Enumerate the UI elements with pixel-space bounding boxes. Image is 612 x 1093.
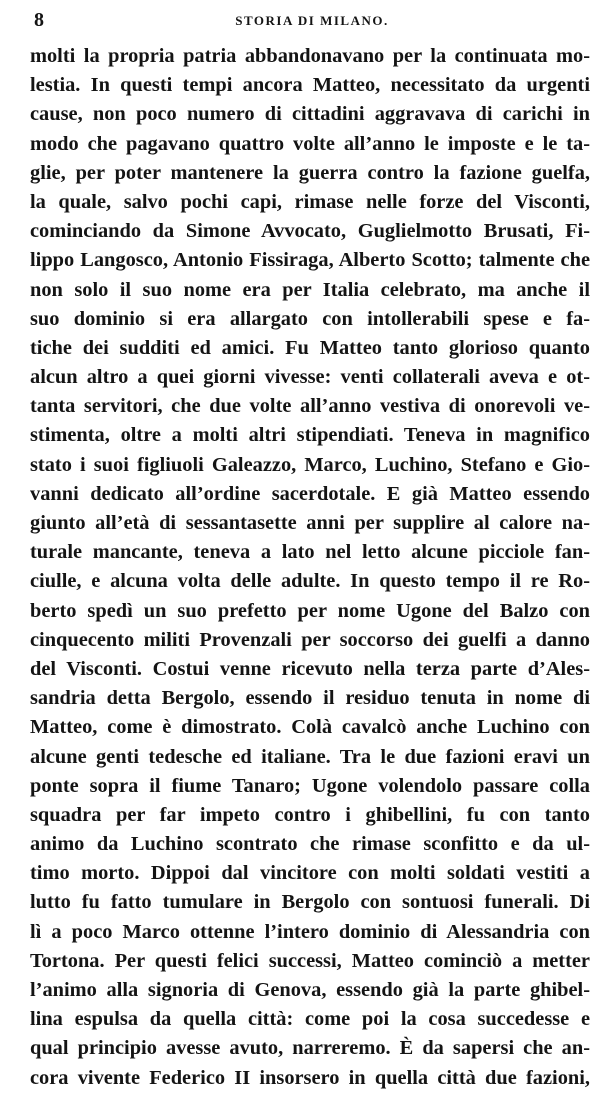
text-line: del Visconti. Costui venne ricevuto nella terza parte d’Ales- — [30, 657, 590, 680]
text-line: tiche dei sudditi ed amici. Fu Matteo tanto glorioso quanto — [30, 336, 590, 359]
text-line: Matteo, come è dimostrato. Colà cavalcò anche Luchino con — [30, 716, 590, 739]
text-line: vanni dedicato all’ordine sacerdotale. E già Matteo essendo — [30, 482, 590, 505]
text-line: la quale, salvo pochi capi, rimase nelle forze del Visconti, — [30, 190, 590, 213]
text-line: cinquecento militi Provenzali per soccorso dei guelfi a danno — [30, 628, 590, 651]
text-line: glie, per poter mantenere la guerra contro la fazione guelfa, — [30, 161, 590, 184]
text-line: lina espulsa da quella città: come poi la cosa succedesse e — [30, 1008, 590, 1031]
text-line: squadra per far impeto contro i ghibellini, fu con tanto — [30, 803, 590, 826]
text-line: cominciando da Simone Avvocato, Guglielmotto Brusati, Fi- — [30, 220, 590, 243]
text-line: animo da Luchino scontrato che rimase sconfitto e da ul- — [30, 833, 590, 856]
text-line: cora vivente Federico II insorsero in quella città due fazioni, — [30, 1066, 590, 1089]
text-line: berto spedì un suo prefetto per nome Ugone del Balzo con — [30, 599, 590, 622]
text-line: suo dominio si era allargato con intollerabili spese e fa- — [30, 307, 590, 330]
page-header — [34, 6, 590, 36]
text-line: Tortona. Per questi felici successi, Matteo cominciò a metter — [30, 949, 590, 972]
page-number: 8 — [34, 9, 44, 31]
text-line: lì a poco Marco ottenne l’intero dominio di Alessandria con — [30, 920, 590, 943]
text-line: turale mancante, teneva a lato nel letto alcune picciole fan- — [30, 541, 590, 564]
text-line: modo che pagavano quattro volte all’anno le imposte e le ta- — [30, 132, 590, 155]
text-line: alcun altro a quei giorni vivesse: venti collaterali aveva e ot- — [30, 366, 590, 389]
text-line: qual principio avesse avuto, narreremo. È da sapersi che an- — [30, 1037, 590, 1060]
text-line: giunto all’età di sessantasette anni per supplire al calore na- — [30, 512, 590, 534]
running-title: STORIA DI MILANO. — [235, 13, 389, 28]
text-line: alcune genti tedesche ed italiane. Tra le due fazioni eravi un — [30, 745, 590, 768]
text-line: lippo Langosco, Antonio Fissiraga, Alberto Scotto; talmente che — [30, 249, 590, 272]
body-text — [30, 42, 590, 1093]
text-line: non solo il suo nome era per Italia celebrato, ma anche il — [30, 278, 590, 301]
text-line: l’animo alla signoria di Genova, essendo già la parte ghibel- — [30, 979, 590, 1001]
text-line: stato i suoi figliuoli Galeazzo, Marco, Luchino, Stefano e Gio- — [30, 453, 590, 476]
text-line: lestia. In questi tempi ancora Matteo, necessitato da urgenti — [30, 74, 590, 97]
text-line: ponte sopra il fiume Tanaro; Ugone volendolo passare colla — [30, 774, 590, 797]
text-line: stimenta, oltre a molti altri stipendiati. Teneva in magnifico — [30, 424, 590, 447]
text-line: lutto fu fatto tumulare in Bergolo con sontuosi funerali. Di — [30, 891, 590, 914]
text-line: ciulle, e alcuna volta delle adulte. In questo tempo il re Ro- — [30, 570, 590, 593]
text-line: sandria detta Bergolo, essendo il residuo tenuta in nome di — [30, 687, 590, 710]
text-line: timo morto. Dippoi dal vincitore con molti soldati vestiti a — [30, 862, 590, 885]
text-line: molti la propria patria abbandonavano per la continuata mo- — [30, 45, 590, 67]
text-line: tanta servitori, che due volte all’anno vestiva di onorevoli ve- — [30, 395, 590, 418]
text-line: cause, non poco numero di cittadini aggravava di carichi in — [30, 103, 590, 126]
